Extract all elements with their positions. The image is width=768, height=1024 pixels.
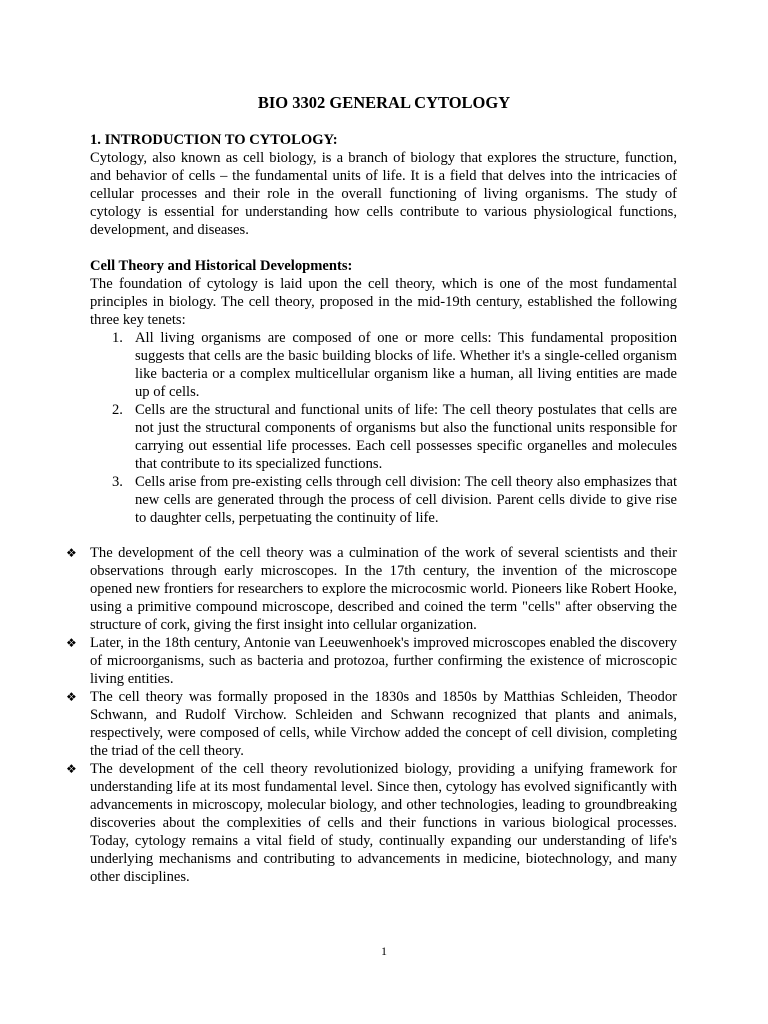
tenet-item [90, 329, 677, 401]
tenet-number: 1. [112, 330, 123, 346]
introduction-paragraph: Cytology, also known as cell biology, is a branch of biology that explores the structure, function, and behavior of cells – the fundamental units of life. It is a field that delves into the intricacies of cellular processes and their role in the overall functioning of living organisms. The study of cytology is essential for understanding how cells contribute to various physiological functions, development, and diseases. [90, 150, 677, 238]
bullet-item [66, 688, 677, 760]
paragraph-spacer [90, 239, 677, 257]
tenets-list [90, 329, 677, 527]
bullet-item [66, 544, 677, 634]
cell-theory-paragraph: The foundation of cytology is laid upon the cell theory, which is one of the most fundamental principles in biology. The cell theory, proposed in the mid-19th century, established the following three key tenets: [90, 276, 677, 328]
history-bullet-list [66, 544, 677, 886]
section-heading-introduction: 1. INTRODUCTION TO CYTOLOGY: [90, 132, 338, 148]
document-title: BIO 3302 GENERAL CYTOLOGY [257, 93, 511, 112]
bullet-text: The cell theory was formally proposed in the 1830s and 1850s by Matthias Schleiden, Theodor Schwann, and Rudolf Virchow. Schleiden and Schwann recognized that plants and animals, respectively, were composed of cells, while Virchow added the concept of cell division, completing the triad of the cell theory. [90, 689, 677, 759]
tenet-text: All living organisms are composed of one or more cells: This fundamental proposition suggests that cells are the basic building blocks of life. Whether it's a single-celled organism like bacteria or a complex multicellular organism like a human, all living entities are made up of cells. [135, 330, 677, 400]
tenet-text: Cells are the structural and functional units of life: The cell theory postulates that cells are not just the structural components of organisms but also the functional units responsible for carrying out essential life processes. Each cell possesses specific organelles and molecules that contribute to its specialized functions. [135, 402, 677, 472]
tenet-item [90, 473, 677, 527]
bullet-text: The development of the cell theory revolutionized biology, providing a unifying framework for understanding life at its most fundamental level. Since then, cytology has evolved significantly with advancements in microscopy, molecular biology, and other technologies, leading to groundbreaking discoveries about the complexities of cells and their functions in various biological processes. Today, cytology remains a vital field of study, continually expanding our understanding of life's underlying mechanisms and contributing to advancements in medicine, biotechnology, and many other disciplines. [90, 761, 677, 885]
bullet-text: The development of the cell theory was a culmination of the work of several scientists and their observations through early microscopes. In the 17th century, the invention of the microscope opened new frontiers for researchers to explore the microcosmic world. Pioneers like Robert Hooke, using a primitive compound microscope, described and coined the term "cells" after observing the structure of cork, giving the first insight into cellular organization. [90, 545, 677, 633]
bullet-text: Later, in the 18th century, Antonie van Leeuwenhoek's improved microscopes enabled the discovery of microorganisms, such as bacteria and protozoa, further confirming the existence of microscopic living entities. [90, 635, 677, 687]
bullet-item [66, 760, 677, 886]
diamond-bullet-icon: ❖ [66, 636, 77, 650]
document-body [90, 131, 677, 527]
section-heading-cell-theory: Cell Theory and Historical Developments: [90, 258, 353, 274]
bullet-item [66, 634, 677, 688]
diamond-bullet-icon: ❖ [66, 690, 77, 704]
tenet-number: 3. [112, 474, 123, 490]
tenet-text: Cells arise from pre-existing cells through cell division: The cell theory also emphasizes that new cells are generated through the process of cell division. Parent cells divide to give rise to daughter cells, perpetuating the continuity of life. [135, 474, 677, 526]
diamond-bullet-icon: ❖ [66, 546, 77, 560]
tenet-item [90, 401, 677, 473]
tenet-number: 2. [112, 402, 123, 418]
page-number: 1 [381, 944, 387, 958]
diamond-bullet-icon: ❖ [66, 762, 77, 776]
